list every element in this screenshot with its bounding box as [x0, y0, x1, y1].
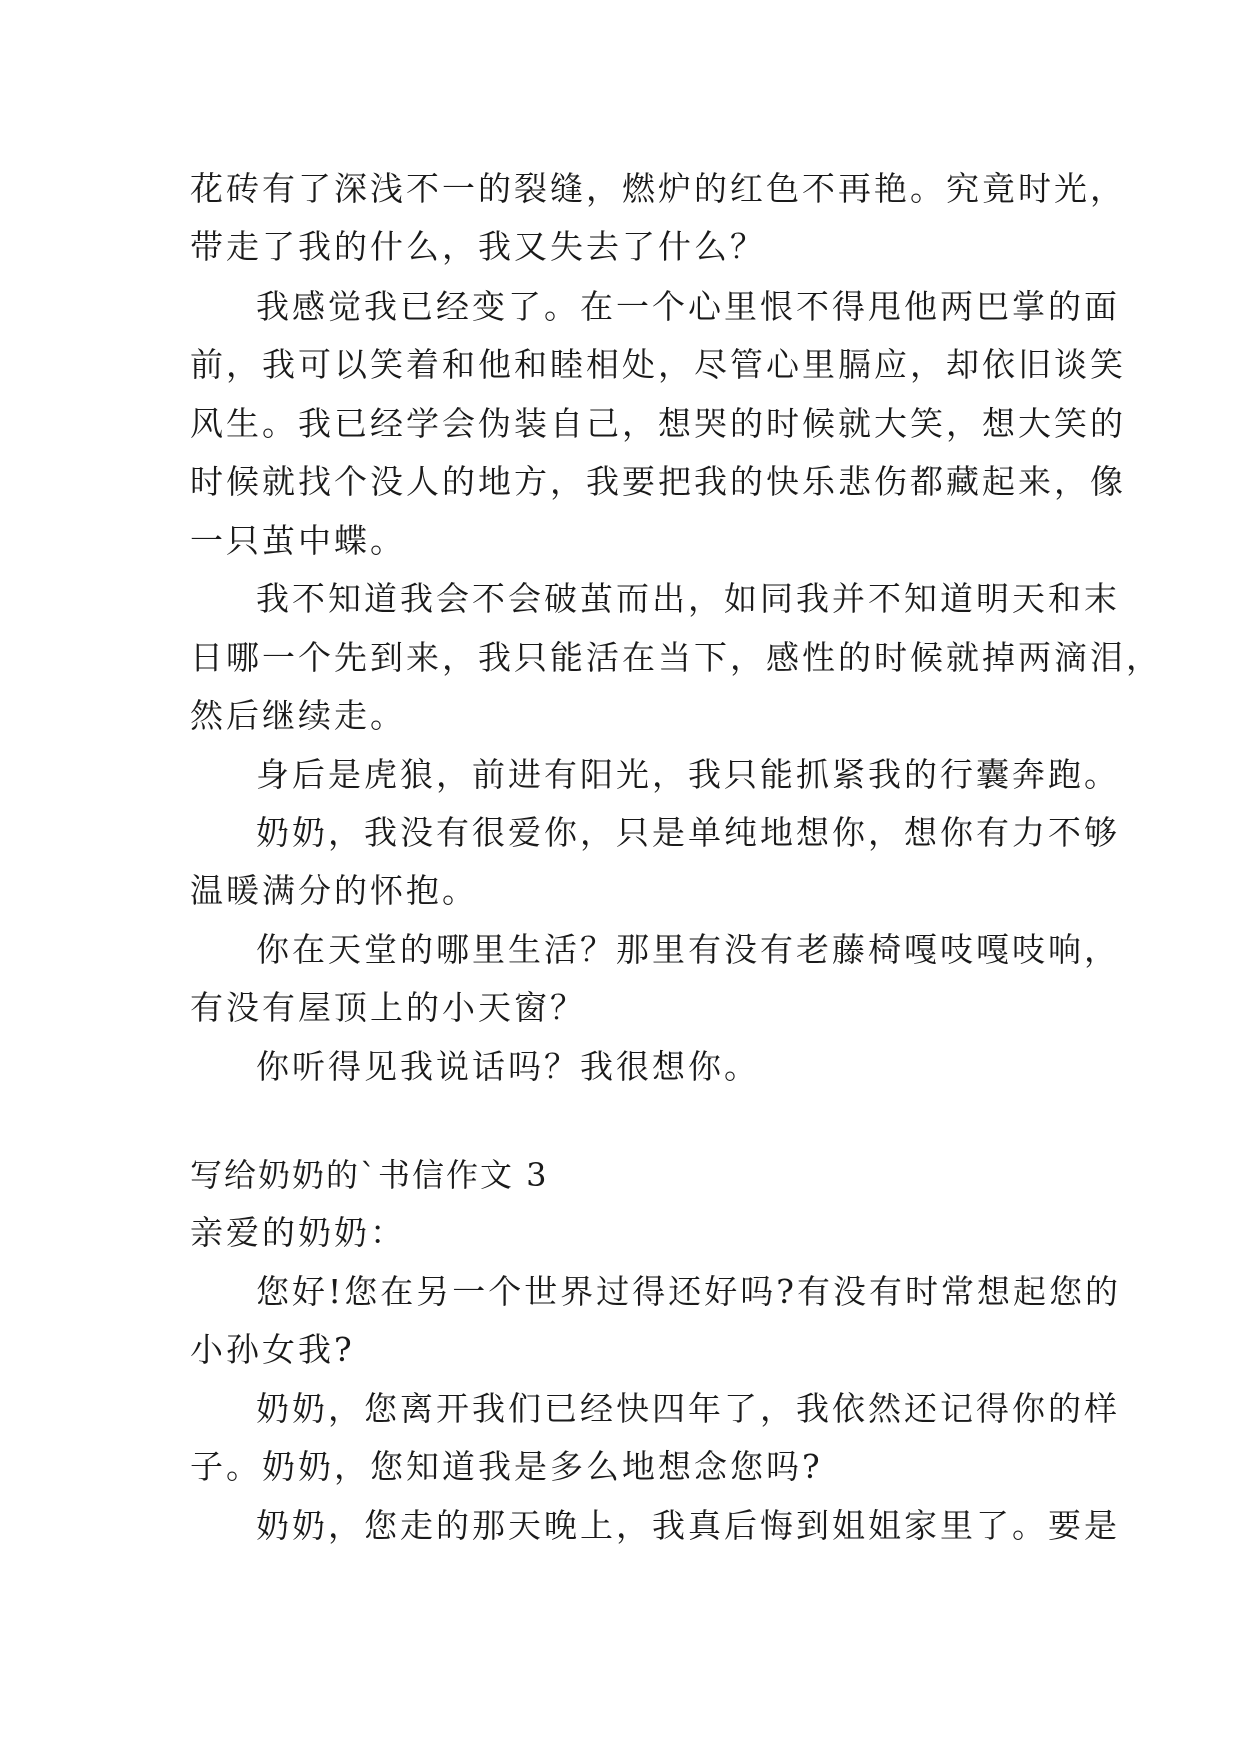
text-line: 子。奶奶，您知道我是多么地想念您吗? — [190, 1447, 823, 1486]
text-line: 温暖满分的怀抱。 — [190, 871, 478, 910]
paragraph-start-line: 奶奶，我没有很爱你，只是单纯地想你，想你有力不够 — [256, 813, 1120, 852]
paragraph-start-line: 你在天堂的哪里生活？那里有没有老藤椅嘎吱嘎吱响， — [256, 930, 1120, 969]
salutation: 亲爱的奶奶： — [190, 1213, 406, 1252]
paragraph-start-line: 我不知道我会不会破茧而出，如同我并不知道明天和末 — [256, 579, 1120, 618]
text-line: 有没有屋顶上的小天窗？ — [190, 988, 586, 1027]
section-title: 写给奶奶的`书信作文 3 — [190, 1156, 549, 1194]
text-line: 前，我可以笑着和他和睦相处，尽管心里膈应，却依旧谈笑 — [190, 345, 1126, 384]
text-line: 时候就找个没人的地方，我要把我的快乐悲伤都藏起来，像 — [190, 462, 1126, 501]
text-line: 带走了我的什么，我又失去了什么？ — [190, 227, 766, 266]
text-line: 花砖有了深浅不一的裂缝，燃炉的红色不再艳。究竟时光， — [190, 169, 1126, 208]
text-line: 然后继续走。 — [190, 696, 406, 735]
text-line: 一只茧中蝶。 — [190, 521, 406, 560]
text-line: 小孙女我? — [190, 1330, 355, 1369]
paragraph-start-line: 奶奶，您离开我们已经快四年了，我依然还记得你的样 — [256, 1389, 1120, 1428]
text-line: 日哪一个先到来，我只能活在当下，感性的时候就掉两滴泪， — [190, 638, 1162, 677]
paragraph-start-line: 奶奶，您走的那天晚上，我真后悔到姐姐家里了。要是 — [256, 1506, 1120, 1545]
paragraph-start-line: 您好!您在另一个世界过得还好吗?有没有时常想起您的 — [256, 1272, 1121, 1311]
paragraph-start-line: 身后是虎狼，前进有阳光，我只能抓紧我的行囊奔跑。 — [256, 755, 1120, 794]
text-line: 风生。我已经学会伪装自己，想哭的时候就大笑，想大笑的 — [190, 404, 1126, 443]
paragraph-start-line: 你听得见我说话吗？我很想你。 — [256, 1047, 760, 1086]
paragraph-start-line: 我感觉我已经变了。在一个心里恨不得甩他两巴掌的面 — [256, 287, 1120, 326]
